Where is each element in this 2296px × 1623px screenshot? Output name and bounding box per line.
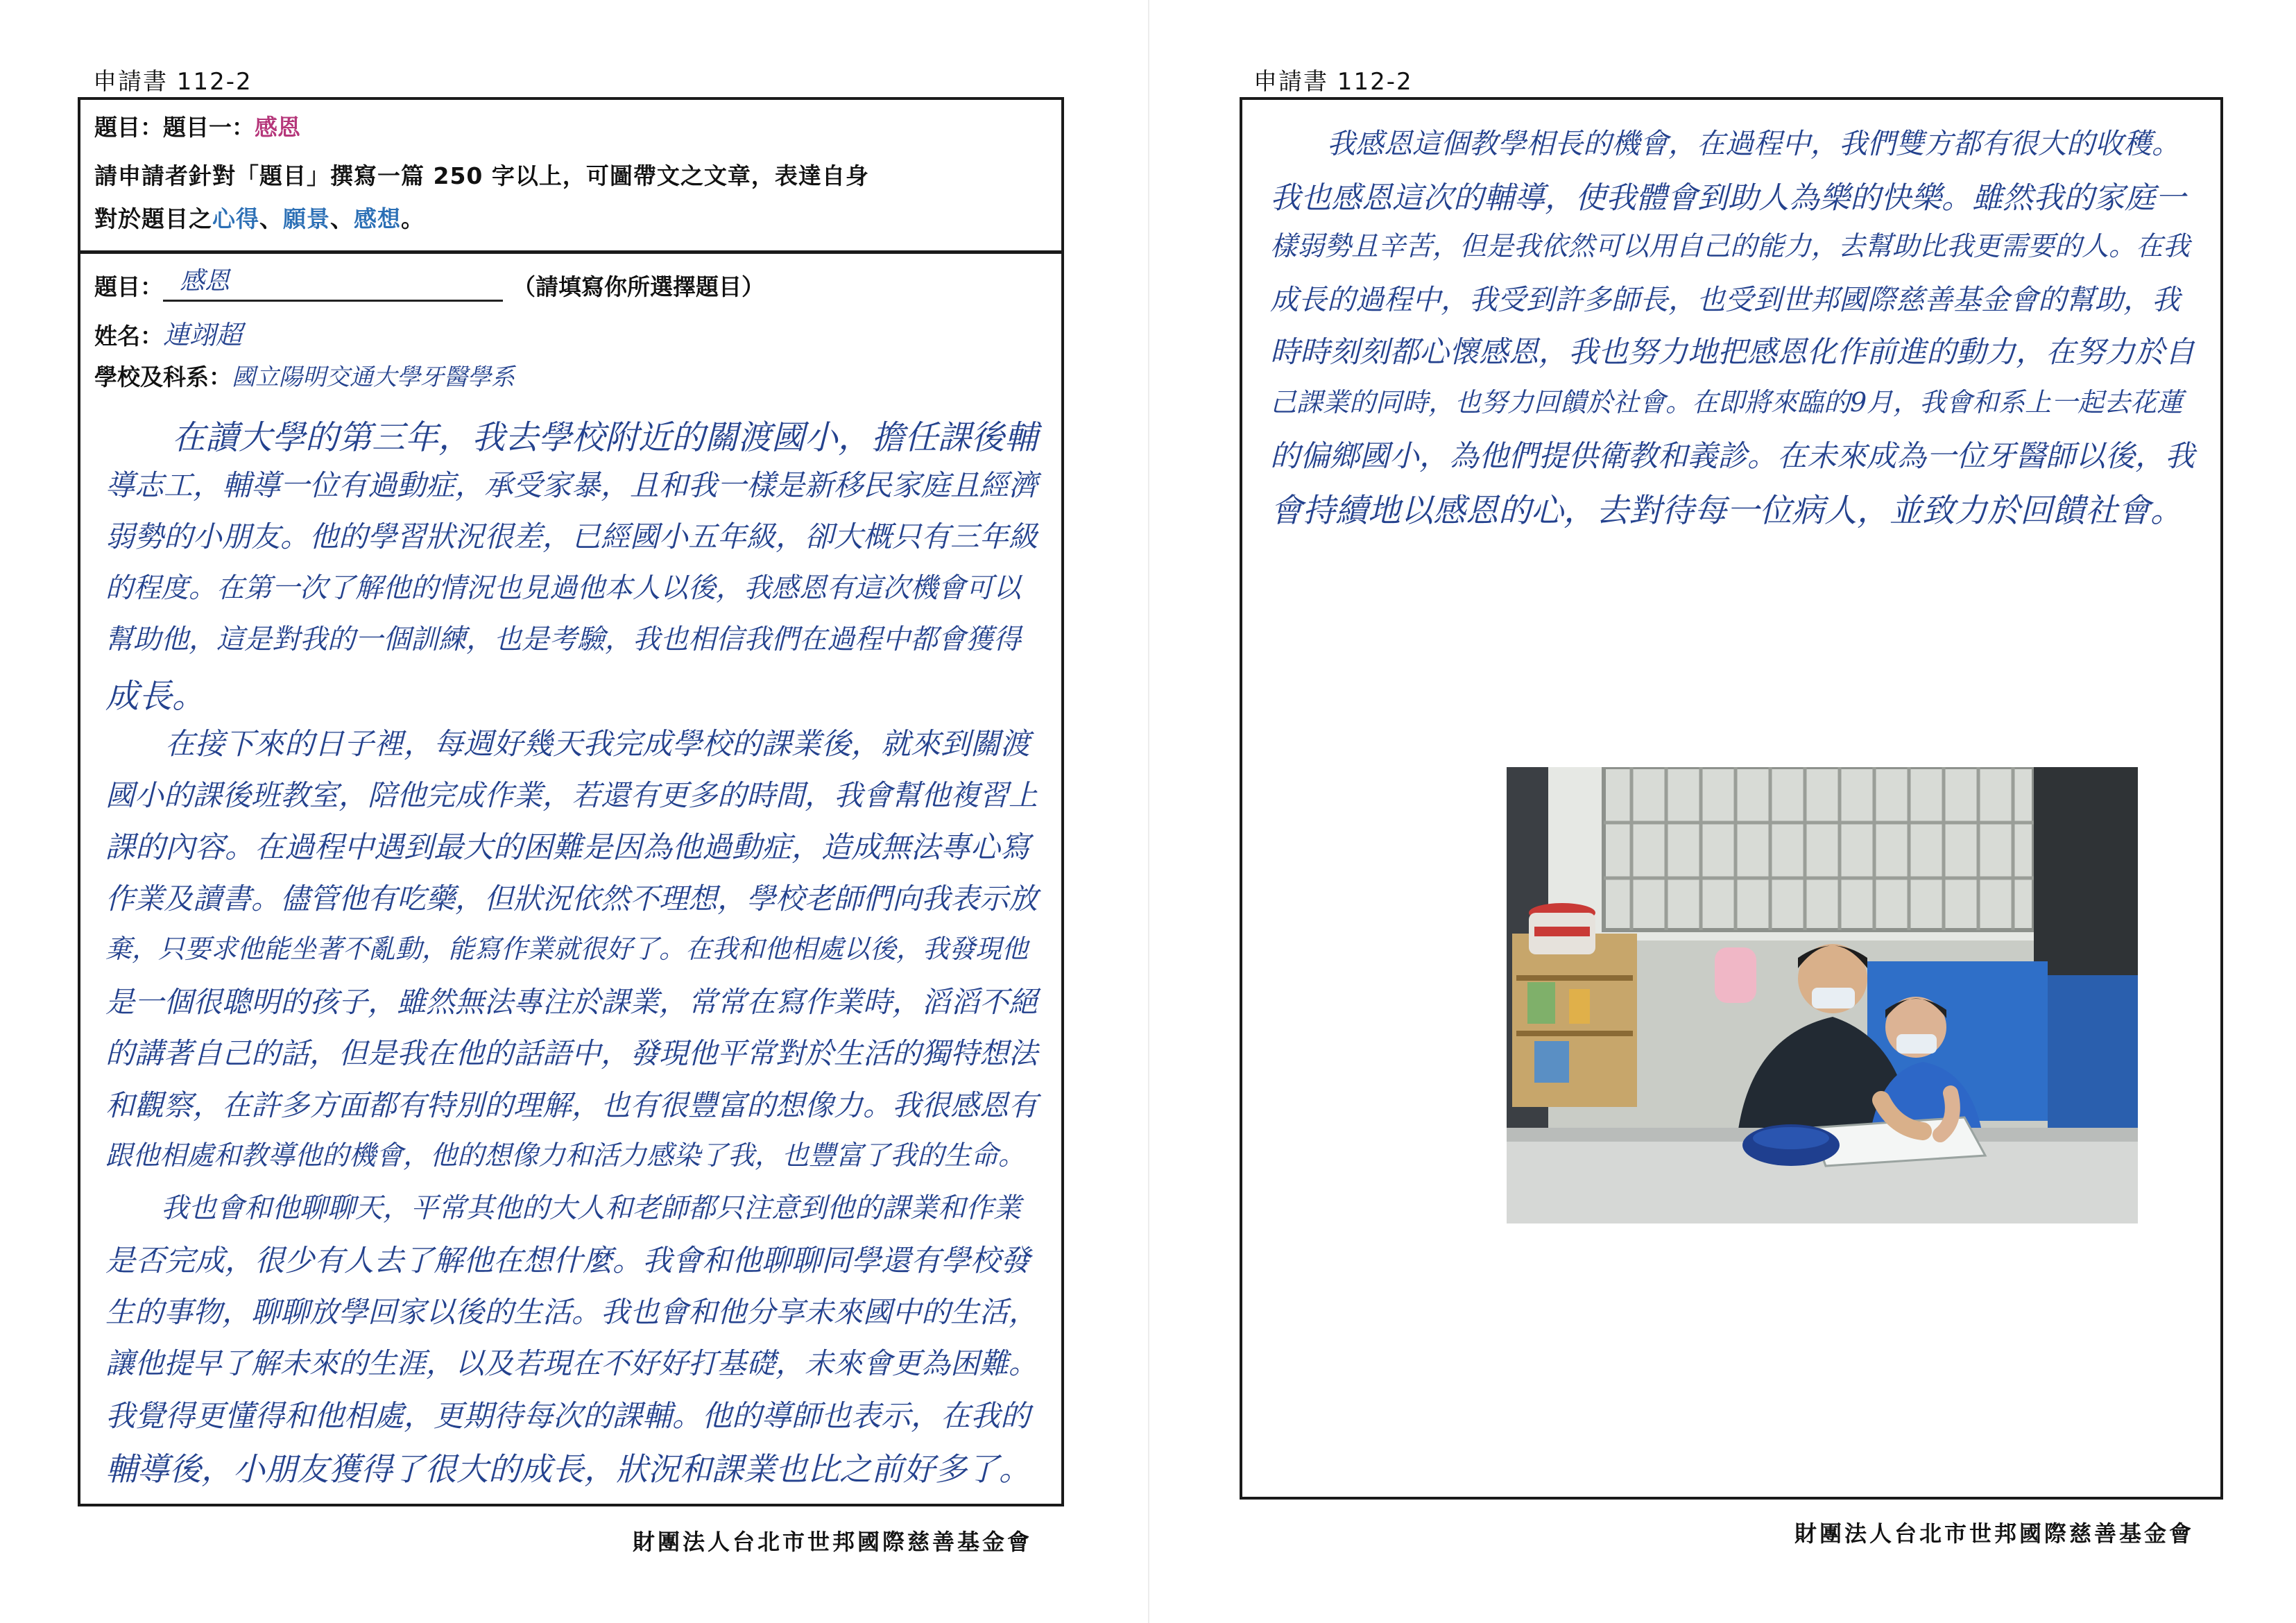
footer-org: 財團法人台北市世邦國際慈善基金會 [1794, 1520, 2195, 1547]
prompt-instruction-line2 [94, 201, 425, 234]
essay-line: 時時刻刻都心懷感恩，我也努力地把感恩化作前進的動力，在努力於自 [1270, 335, 2195, 370]
title-field-value: 感恩 [180, 267, 230, 295]
tutoring-photo [1507, 767, 2138, 1223]
essay-line: 我覺得更懂得和他相處，更期待每次的課輔。他的導師也表示，在我的 [105, 1398, 1030, 1434]
school-field-label: 學校及科系： [94, 363, 232, 390]
prompt-line2-prefix: 對於題目之 [94, 205, 212, 232]
prompt-line2-suffix: 。 [401, 205, 425, 232]
title-field-label: 題目： [94, 273, 163, 300]
essay-line: 課的內容。在過程中遇到最大的困難是因為他過動症，造成無法專心寫 [105, 830, 1030, 865]
essay-line: 我也會和他聊聊天，平常其他的大人和老師都只注意到他的課業和作業 [105, 1192, 1021, 1224]
essay-line: 導志工，輔導一位有過動症，承受家暴，且和我一樣是新移民家庭且經濟 [105, 467, 1038, 502]
right-page [1149, 0, 2296, 1623]
essay-line: 讓他提早了解未來的生涯，以及若現在不好好打基礎，未來會更為困難。 [105, 1346, 1038, 1380]
keyword-separator: 、 [330, 205, 354, 232]
footer-org: 財團法人台北市世邦國際慈善基金會 [633, 1529, 1033, 1555]
prompt-instruction-line1: 請申請者針對「題目」撰寫一篇 250 字以上，可圖帶文之文章，表達自身 [94, 162, 869, 189]
essay-line: 幫助他，這是對我的一個訓練，也是考驗，我也相信我們在過程中都會獲得 [105, 624, 1021, 655]
essay-line: 的偏鄉國小，為他們提供衛教和義診。在未來成為一位牙醫師以後，我 [1270, 439, 2195, 474]
essay-line: 是否完成，很少有人去了解他在想什麼。我會和他聊聊同學還有學校發 [105, 1244, 1030, 1278]
doc-id: 申請書 112-2 [93, 68, 252, 96]
essay-line: 己課業的同時，也努力回饋於社會。在即將來臨的9月，我會和系上一起去花蓮 [1270, 387, 2184, 418]
left-page [0, 0, 1147, 1623]
prompt-title: 感恩 [255, 114, 300, 141]
essay-line: 作業及讀書。儘管他有吃藥，但狀況依然不理想，學校老師們向我表示放 [105, 881, 1038, 916]
essay-line: 會持續地以感恩的心，去對待每一位病人，並致力於回饋社會。 [1270, 492, 2183, 530]
keyword-thoughts: 感想 [354, 205, 401, 232]
essay-line: 跟他相處和教導他的機會，他的想像力和活力感染了我，也豐富了我的生命。 [105, 1140, 1026, 1171]
essay-line: 成長的過程中，我受到許多師長，也受到世邦國際慈善基金會的幫助，我 [1270, 283, 2180, 316]
essay-line: 在讀大學的第三年，我去學校附近的關渡國小，擔任課後輔 [105, 418, 1038, 457]
essay-line: 在接下來的日子裡，每週好幾天我完成學校的課業後，就來到關渡 [105, 727, 1030, 762]
prompt-box [78, 97, 1064, 253]
essay-line: 我也感恩這次的輔導，使我體會到助人為樂的快樂。雖然我的家庭一 [1270, 180, 2186, 216]
name-field-value: 連翊超 [163, 320, 243, 350]
essay-line: 生的事物，聊聊放學回家以後的生活。我也會和他分享未來國中的生活， [105, 1294, 1038, 1329]
essay-line: 是一個很聰明的孩子，雖然無法專注於課業，常常在寫作業時，滔滔不絕 [105, 984, 1038, 1019]
essay-line: 樣弱勢且辛苦，但是我依然可以用自己的能力，去幫助比我更需要的人。在我 [1270, 231, 2191, 262]
name-field [94, 314, 242, 352]
essay-line: 我感恩這個教學相長的機會，在過程中，我們雙方都有很大的收穫。 [1270, 127, 2180, 160]
doc-id: 申請書 112-2 [1253, 68, 1413, 96]
school-field-value: 國立陽明交通大學牙醫學系 [232, 363, 515, 391]
essay-line: 的程度。在第一次了解他的情況也見過他本人以後，我感恩有這次機會可以 [105, 572, 1021, 604]
keyword-reflection: 心得 [212, 205, 259, 232]
prompt-label: 題目：題目一： [94, 114, 255, 141]
essay-frame-left [78, 251, 1064, 1506]
essay-line: 和觀察，在許多方面都有特別的理解，也有很豐富的想像力。我很感恩有 [105, 1088, 1038, 1122]
essay-line: 的講著自己的話，但是我在他的話語中，發現他平常對於生活的獨特想法 [105, 1036, 1038, 1070]
essay-frame-right [1240, 97, 2223, 1500]
title-field-note: （請填寫你所選擇題目） [513, 273, 764, 300]
essay-line: 輔導後，小朋友獲得了很大的成長，狀況和課業也比之前好多了。 [105, 1450, 1031, 1488]
keyword-vision: 願景 [283, 205, 330, 232]
title-field-slot [163, 267, 503, 302]
essay-line: 國小的課後班教室，陪他完成作業，若還有更多的時間，我會幫他複習上 [105, 778, 1038, 812]
name-field-label: 姓名： [94, 323, 163, 350]
title-field [94, 269, 764, 302]
keyword-separator: 、 [259, 205, 283, 232]
tutoring-photo-illustration [1507, 767, 2138, 1223]
school-field [94, 358, 515, 392]
prompt-header [94, 110, 300, 142]
essay-line: 弱勢的小朋友。他的學習狀況很差，已經國小五年級，卻大概只有三年級 [105, 519, 1038, 553]
essay-line: 成長。 [105, 676, 206, 716]
essay-line: 棄，只要求他能坐著不亂動，能寫作業就很好了。在我和他相處以後，我發現他 [105, 934, 1029, 964]
